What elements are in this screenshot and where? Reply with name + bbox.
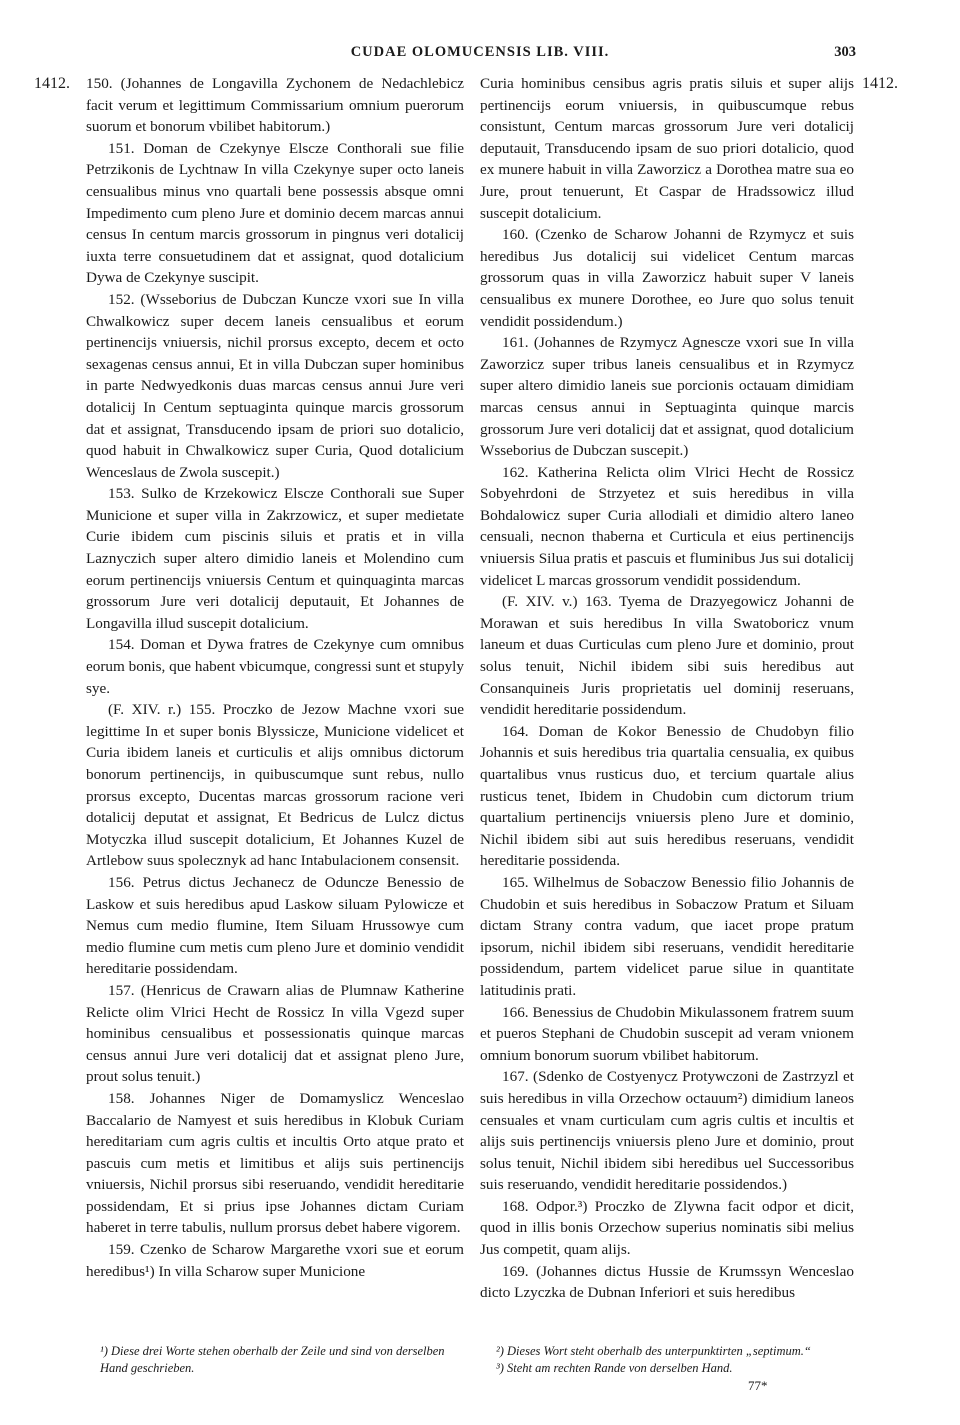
entry-158: 158. Johannes Niger de Domamyslicz Wenceslao Baccalario de Namyest et suis heredibus in Klobuk Curiam hereditariam cum agris cultis et incultis Orto atque prato et pascuis cum metis et limitibus et alijs suis pertinencijs vniuersis, Nichil prorsus sibi reseruando, vendidit hereditarie possidendam, Et si prius ipse Johannes dictam Curiam haberet in terre tabulis, nullum prorsus debet habere vigorem. — [86, 1089, 464, 1237]
entry-164: 164. Doman de Kokor Benessio de Chudobyn filio Johannis et suis heredibus tria quartalia censualia, ex quibus quartalibus vnus rusticus duo, et tercium quartale alius rusticus tenet, Ibidem in Chudobin cum dictorum trium quartalium pertinencijs vniuersis pleno Jure et dominio, Nichil ibidem sibi aut suis heredibus reseruans, vendidit hereditarie possidenda. — [480, 722, 854, 870]
entry-161: 161. (Johannes de Rzymycz Agnescze vxori sue In villa Zaworzicz super tribus laneis censualibus et in Rzymycz super altero dimidio laneis sue porcionis octauam dimidiam marcas census annui in Septuaginta quinque marcis grossorum Jure veri dotalicij dat et assignat, quod dotalicium Wsseborius de Dubczan suscepit.) — [480, 334, 854, 460]
entry-166: 166. Benessius de Chudobin Mikulassonem fratrem suum et pueros Stephani de Chudobin suscepit ad veram vnionem omnium bonorum suorum vbilibet habitorum. — [480, 1003, 854, 1064]
entry-169-start: 169. (Johannes dictus Hussie de Krumssyn Wenceslao dicto Lzyczka de Dubnan Inferiori et suis heredibus — [480, 1262, 854, 1302]
entry-152: 152. (Wsseborius de Dubczan Kuncze vxori sue In villa Chwalkowicz super decem laneis censualibus et eorum pertinencijs vniuersis, nichil prorsus excepto, decem et octo sexagenas census annui, Et in villa Dubczan super hominibus in parte Nedwyedkonis duas marcas census annui Jure veri dotalicij In Centum septuaginta quinque marcis grossorum dat et assignat, Transducendo ipsam de priori suo dotalicio, quod habuit in Chwalkowicz super Curia, Quod dotalicium Wenceslaus de Zwola suscepit.) — [86, 290, 464, 481]
footnote-2: ²) Dieses Wort steht oberhalb des unterpunktirten „septimum.“ — [496, 1344, 811, 1358]
footnote-3: ³) Steht am rechten Rande von derselben Hand. — [496, 1361, 733, 1375]
entry-165: 165. Wilhelmus de Sobaczow Benessio filio Johannis de Chudobin et suis heredibus in Sobaczow Pratum et Siluam dictam Strany contra vadum, que iacet prope pratum ipsorum, nichil ibidem sibi reseruans, vendidit hereditarie possidendum, partem videlicet parue silue in quantitate latitudinis prati. — [480, 873, 854, 999]
footnotes-right — [496, 1343, 866, 1377]
entry-159-continued: Curia hominibus censibus agris pratis siluis et super alijs pertinencijs eorum vniuersis, in quibuscumque rebus consistunt, Centum marcas grossorum Jure veri dotalicij deputauit, Transducendo ipsam de suo priori dotalicio, quod ex munere habuit in villa Zaworzicz a Dorothea matre sua eo Jure, prout tenuerunt, Et Caspar de Hradssowicz illud suscepit dotalicium. — [480, 75, 854, 222]
entry-155: (F. XIV. r.) 155. Proczko de Jezow Machne vxori sue legittime In et super bonis Blyssicze, Municione videlicet et Curia ibidem laneis et curticulis et alijs omnibus dictorum bonorum pertinencijs, in quibuscumque sunt rebus, nullo prorsus excepto, Ducentas marcas grossorum racione veri dotalicij deputat et assignat, Et Bedricus de Lulcz dictus Motyczka illud suscepit dotalicium, Et Johannes Kuzel de Artlebow suus spolecznyk ad hanc Intabulacionem consensit. — [86, 701, 464, 870]
page-number: 303 — [834, 44, 856, 60]
footnotes-left — [100, 1343, 468, 1377]
entry-153: 153. Sulko de Krzekowicz Elscze Conthorali sue Super Municione et super villa in Zakrzowicz, et super medietate Curie ibidem cum piscinis siluis et pratis et in villa Laznyczich super altero dimidio laneis et Molendino cum eorum pertinencijs vniuersis Centum et quinquaginta marcas grossorum Jure veri dotalicij deputauit, Et Johannes de Longavilla illud suscepit dotalicium. — [86, 485, 464, 632]
left-text-column — [86, 73, 464, 1282]
right-text-column — [480, 73, 854, 1304]
margin-year-right: 1412. — [862, 75, 898, 92]
printer-signature-mark: 77* — [748, 1378, 768, 1393]
margin-year-left: 1412. — [34, 75, 70, 92]
entry-162: 162. Katherina Relicta olim Vlrici Hecht de Rossicz Sobyehrdoni de Strzyetez et suis heredibus in villa Bohdalowicz super Curia allodiali et dimidio altero laneo censuali, necnon thaberna et Curticula et eius pertinencijs vniuersis Silua pratis et pascuis et fluminibus Jus sui dotalicij videlicet L marcas grossorum vendidit possidendum. — [480, 463, 854, 589]
entry-150: 150. (Johannes de Longavilla Zychonem de Nedachlebicz facit verum et legittimum Commissarium omnium puerorum suorum et bonorum vbilibet habitorum.) — [86, 75, 464, 136]
entry-159-start: 159. Czenko de Scharow Margarethe vxori sue et eorum heredibus¹) In villa Scharow super Municione — [86, 1241, 464, 1280]
entry-168: 168. Odpor.³) Proczko de Zlywna facit odpor et dicit, quod in illis bonis Orzechow superius nominatis sibi melius Jus competit, quam alijs. — [480, 1197, 854, 1259]
footnote-1: ¹) Diese drei Worte stehen oberhalb der Zeile und sind von derselben Hand geschrieben. — [100, 1344, 445, 1375]
entry-156: 156. Petrus dictus Jechanecz de Oduncze Benessio de Laskow et suis heredibus apud Laskow siluam Pylowicze et Nemus cum medio flumine, Item Siluam Hrussowye cum medio flumine cum metis cum pleno Jure et dominio vendidit hereditarie possidendam. — [86, 873, 464, 978]
entry-163: (F. XIV. v.) 163. Tyema de Drazyegowicz Johanni de Morawan et suis heredibus In villa Swatoboricz vnum laneum et duas Curticulas cum pleno Jure et dominio, prout solus tenuit, Nichil ibidem sibi suis heredibus aut Consanquineis Juris proprietatis uel dominij reseruans, vendidit hereditarie possidendum. — [480, 593, 854, 719]
running-header-title: CUDAE OLOMUCENSIS LIB. VIII. — [350, 44, 610, 60]
entry-160: 160. (Czenko de Scharow Johanni de Rzymycz et suis heredibus Jus dotalicij sui videlicet Centum marcas grossorum quas in villa Zaworzicz habuit super V laneis censualibus ex munere Dorothee, eo Jure quo solus tenuit vendidit possidendum.) — [480, 226, 854, 330]
entry-154: 154. Doman et Dywa fratres de Czekynye cum omnibus eorum bonis, que habent vbicumque, congressi sunt et stupyly sye. — [86, 636, 464, 697]
entry-151: 151. Doman de Czekynye Elscze Conthorali sue filie Petrzikonis de Lychtnaw In villa Czekynye super octo laneis censualibus minus vno quartali bene possessis absque omni Impedimento cum pleno Jure et dominio decem marcas annui census In centum marcis grossorum in pingnus veri dotalicij iuxta terre consuetudinem dat et assignat, quod dotalicium Dywa de Czekynye suscipit. — [86, 139, 464, 287]
entry-167: 167. (Sdenko de Costyenycz Protywczoni de Zastrzyzl et suis heredibus in villa Orzechow octauum²) dimidium laneos censuales et vnam curticulam cum agris cultis et incultis et alijs suis pertinencijs vniuersis pleno Jure et dominio, prout solus tenuit, Nichil ibidem sibi heredibus uel Successoribus suis reseruando, vendidit hereditarie possidendos.) — [480, 1068, 854, 1194]
entry-157: 157. (Henricus de Crawarn alias de Plumnaw Katherine Relicte olim Vlrici Hecht de Rossicz In villa Vgezd super hominibus censualibus et possessionatis quinque marcas census annui Jure veri dotalicij dat et assignat pleno Jure, prout solus tenuit.) — [86, 981, 464, 1086]
